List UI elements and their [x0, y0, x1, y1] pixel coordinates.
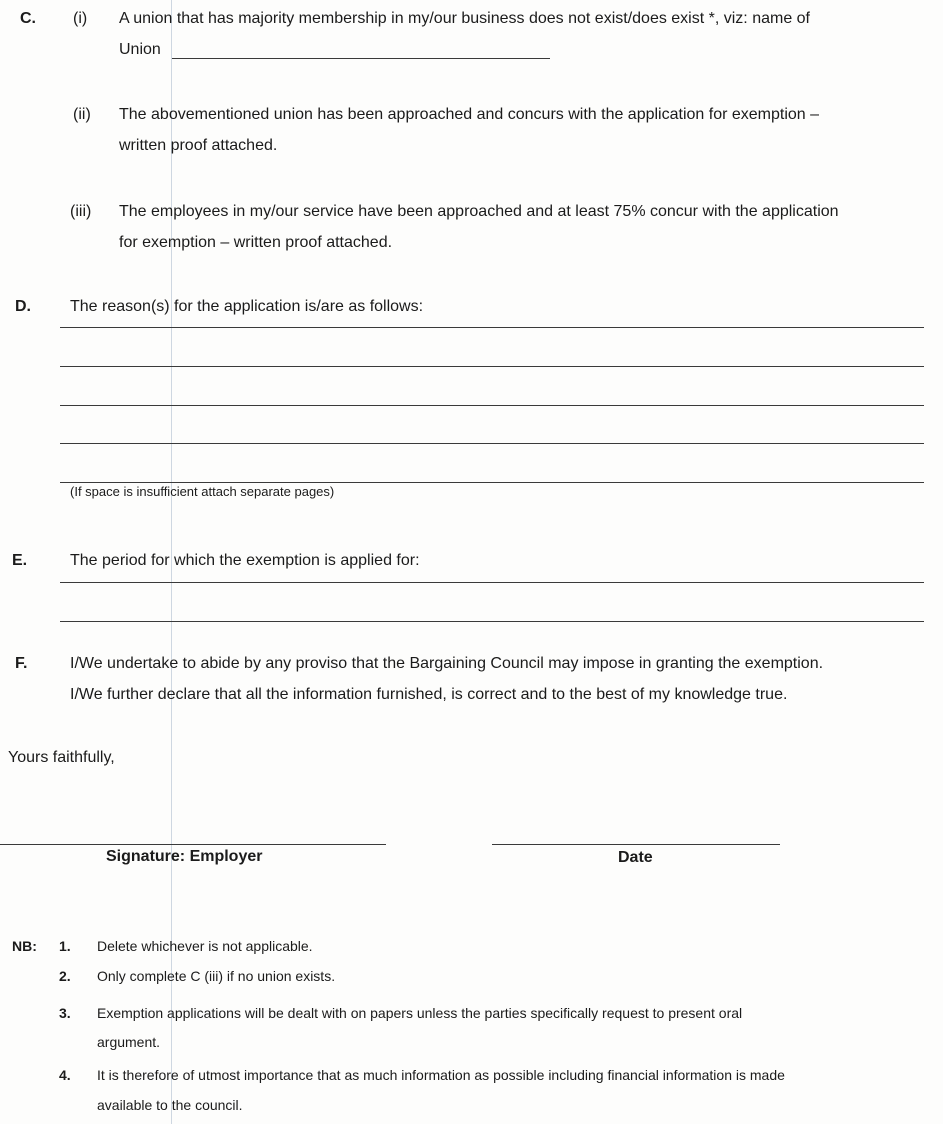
section-d-letter: D. — [15, 298, 31, 315]
note-text-continued: available to the council. — [97, 1097, 243, 1113]
section-d-note: (If space is insufficient attach separate pages) — [70, 484, 335, 499]
note-text-continued: argument. — [97, 1034, 161, 1050]
period-line-2[interactable] — [60, 621, 924, 622]
section-c-i-number: (i) — [73, 10, 88, 27]
section-c-iii-number: (iii) — [70, 203, 92, 220]
reason-line-5[interactable] — [60, 482, 924, 483]
closing-text: Yours faithfully, — [8, 749, 115, 766]
note-number: 3. — [59, 1005, 71, 1021]
section-f-letter: F. — [15, 655, 28, 672]
note-number: 1. — [59, 938, 71, 954]
section-c-i-line2: Union — [119, 41, 161, 58]
section-c-ii-line2: written proof attached. — [119, 137, 278, 154]
section-c-iii-line1: The employees in my/our service have been approached and at least 75% concur with the application — [119, 203, 839, 220]
employer-signature-line[interactable] — [0, 844, 386, 845]
date-line[interactable] — [492, 844, 780, 845]
reason-line-4[interactable] — [60, 443, 924, 444]
section-c-ii-number: (ii) — [73, 106, 91, 123]
note-text: Delete whichever is not applicable. — [97, 938, 313, 954]
section-e-text: The period for which the exemption is applied for: — [70, 552, 420, 569]
section-f-line2: I/We further declare that all the information furnished, is correct and to the best of my knowledge true. — [70, 686, 788, 703]
note-text: Only complete C (iii) if no union exists. — [97, 968, 336, 984]
section-c-iii-line2: for exemption – written proof attached. — [119, 234, 393, 251]
note-number: 4. — [59, 1067, 71, 1083]
union-name-field[interactable] — [172, 58, 550, 59]
note-text: It is therefore of utmost importance that as much information as possible including financial information is made — [97, 1067, 785, 1083]
note-number: 2. — [59, 968, 71, 984]
section-c-i-line1: A union that has majority membership in my/our business does not exist/does exist *, viz: name of — [119, 10, 810, 27]
section-c-ii-line1: The abovementioned union has been approached and concurs with the application for exemption – — [119, 106, 820, 123]
section-f-line1: I/We undertake to abide by any proviso that the Bargaining Council may impose in granting the exemption. — [70, 655, 824, 672]
date-label: Date — [618, 849, 653, 866]
reason-line-1[interactable] — [60, 327, 924, 328]
employer-signature-label: Signature: Employer — [106, 848, 263, 865]
reason-line-2[interactable] — [60, 366, 924, 367]
reason-line-3[interactable] — [60, 405, 924, 406]
section-d-text: The reason(s) for the application is/are as follows: — [70, 298, 424, 315]
section-c-letter: C. — [20, 10, 36, 27]
nb-label: NB: — [12, 938, 37, 954]
note-text: Exemption applications will be dealt with on papers unless the parties specifically request to present oral — [97, 1005, 743, 1021]
section-e-letter: E. — [12, 552, 28, 569]
period-line-1[interactable] — [60, 582, 924, 583]
